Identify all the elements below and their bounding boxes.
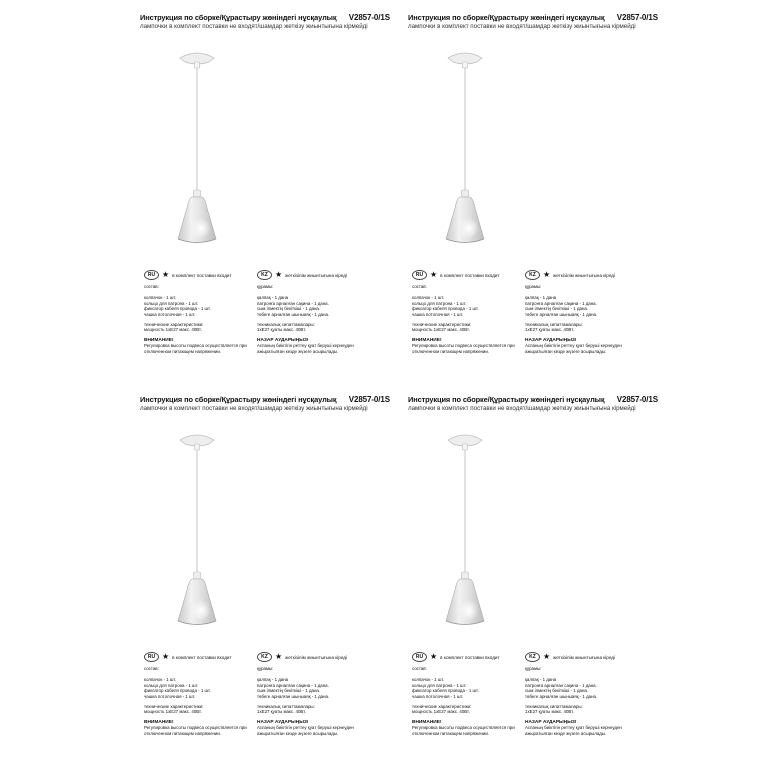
model-code: V2857-0/1S <box>348 13 390 22</box>
kz-tech-title: техникалық сипаттамалары: <box>525 322 583 328</box>
ru-tech-value: мощность 1хE27 макс. 40Вт. <box>412 709 470 715</box>
kz-badge: KZ <box>525 270 540 280</box>
kz-badge: KZ <box>257 270 272 280</box>
ru-part: фиксатор кабеля провода - 1 шт. <box>412 688 479 694</box>
kz-tech-value: 1хE27 қуаты макс. 40Вт. <box>257 327 306 333</box>
ru-part: чашка потолочная - 1 шт. <box>144 693 196 699</box>
kz-column <box>257 666 365 736</box>
ru-badge: RU <box>412 652 427 662</box>
kz-part: сым ілмектің бекіткіші - 1 дана. <box>525 306 589 312</box>
star-icon: ★ <box>543 652 551 661</box>
kz-warning-title: НАЗАР АУДАРЫҢЫЗ! <box>525 719 577 725</box>
star-icon: ★ <box>430 270 438 279</box>
ru-badge: RU <box>144 652 159 662</box>
ru-tech-value: мощность 1хE27 макс. 40Вт. <box>144 327 202 333</box>
title-text: Инструкция по сборке/Құрастыру жөніндегі нұсқаулық <box>408 13 605 22</box>
kz-tech-title: техникалық сипаттамалары: <box>257 704 315 710</box>
ru-part: фиксатор кабеля провода - 1 шт. <box>144 688 211 694</box>
title-text: Инструкция по сборке/Құрастыру жөніндегі нұсқаулық <box>408 395 605 404</box>
ru-part: кольцо для патрона - 1 шт. <box>412 682 467 688</box>
ru-header <box>144 269 232 281</box>
title-text: Инструкция по сборке/Құрастыру жөніндегі нұсқаулық <box>140 395 337 404</box>
kz-header <box>257 269 347 281</box>
star-icon: ★ <box>162 652 170 661</box>
ru-part: чашка потолочная - 1 шт. <box>412 311 464 317</box>
kz-tech-value: 1хE27 қуаты макс. 40Вт. <box>257 709 306 715</box>
ru-header-text: в комплект поставки входит <box>440 654 500 660</box>
kz-part: қалпақ - 1 дана <box>257 677 289 683</box>
instruction-title <box>408 395 658 404</box>
ru-warning-text: Регулировка высоты подвеса осуществляется при отключенном питающем напряжении. <box>412 343 515 354</box>
kz-part: төбеге арналған шыныаяқ - 1 дана. <box>525 311 598 317</box>
kz-tech-value: 1хE27 қуаты макс. 40Вт. <box>525 709 574 715</box>
kz-header <box>525 269 615 281</box>
ru-section-label: состав: <box>412 666 427 671</box>
ru-warning-title: ВНИМАНИЕ! <box>412 719 442 725</box>
ru-tech-value: мощность 1хE27 макс. 40Вт. <box>412 327 470 333</box>
kz-column <box>257 284 365 354</box>
star-icon: ★ <box>543 270 551 279</box>
star-icon: ★ <box>275 270 283 279</box>
model-code: V2857-0/1S <box>616 395 658 404</box>
ru-column <box>144 666 252 736</box>
kz-part: қалпақ - 1 дана <box>257 295 289 301</box>
kz-header <box>257 651 347 663</box>
kz-header-text: жеткізілім жиынтығына кіреді <box>553 654 616 660</box>
pendant-lamp-illustration <box>162 422 232 632</box>
instruction-panel-3 <box>140 392 390 752</box>
ru-tech-value: мощность 1хE27 макс. 40Вт. <box>144 709 202 715</box>
ru-header <box>144 651 232 663</box>
ru-part: чашка потолочная - 1 шт. <box>412 693 464 699</box>
kz-header-text: жеткізілім жиынтығына кіреді <box>285 272 348 278</box>
ru-part: кольцо для патрона - 1 шт. <box>144 682 199 688</box>
star-icon: ★ <box>275 652 283 661</box>
kz-header-text: жеткізілім жиынтығына кіреді <box>553 272 616 278</box>
ru-tech-title: технические характеристики: <box>412 322 472 328</box>
kz-header-text: жеткізілім жиынтығына кіреді <box>285 654 348 660</box>
kz-column <box>525 284 633 354</box>
ru-warning-text: Регулировка высоты подвеса осуществляется при отключенном питающем напряжении. <box>144 725 247 736</box>
kz-warning-text: Аспаның биіктігін реттеу қуат беруші кернеуден ажыратылған кезде жүзеге асырылады. <box>525 343 622 354</box>
bulbs-note: лампочки в комплект поставки не входят/шамдар жеткізу жиынтығына кірмейді <box>140 405 368 412</box>
instruction-title <box>140 395 390 404</box>
ru-badge: RU <box>412 270 427 280</box>
kz-warning-text: Аспаның биіктігін реттеу қуат беруші кернеуден ажыратылған кезде жүзеге асырылады. <box>257 343 354 354</box>
kz-part: патронға арналған сақина - 1 дана. <box>525 682 597 688</box>
ru-section-label: состав: <box>144 666 159 671</box>
ru-column <box>144 284 252 354</box>
kz-part: сым ілмектің бекіткіші - 1 дана. <box>525 688 589 694</box>
kz-warning-text: Аспаның биіктігін реттеу қуат беруші кернеуден ажыратылған кезде жүзеге асырылады. <box>257 725 354 736</box>
kz-part: патронға арналған сақина - 1 дана. <box>257 300 329 306</box>
kz-section-label: құрамы: <box>525 666 542 671</box>
kz-part: патронға арналған сақина - 1 дана. <box>257 682 329 688</box>
kz-section-label: құрамы: <box>257 666 274 671</box>
ru-part: кольцо для патрона - 1 шт. <box>144 300 199 306</box>
ru-tech-title: технические характеристики: <box>412 704 472 710</box>
ru-part: кольцо для патрона - 1 шт. <box>412 300 467 306</box>
ru-part: колпачок - 1 шт. <box>144 677 177 683</box>
instruction-panel-2 <box>408 10 658 370</box>
title-text: Инструкция по сборке/Құрастыру жөніндегі нұсқаулық <box>140 13 337 22</box>
ru-part: фиксатор кабеля провода - 1 шт. <box>144 306 211 312</box>
ru-section-label: состав: <box>144 284 159 289</box>
ru-badge: RU <box>144 270 159 280</box>
kz-part: сым ілмектің бекіткіші - 1 дана. <box>257 688 321 694</box>
ru-part: чашка потолочная - 1 шт. <box>144 311 196 317</box>
kz-warning-title: НАЗАР АУДАРЫҢЫЗ! <box>525 337 577 343</box>
model-code: V2857-0/1S <box>348 395 390 404</box>
instruction-title <box>140 13 390 22</box>
instruction-panel-4 <box>408 392 658 752</box>
kz-header <box>525 651 615 663</box>
pendant-lamp-illustration <box>430 40 500 250</box>
kz-part: төбеге арналған шыныаяқ - 1 дана. <box>257 693 330 699</box>
ru-header-text: в комплект поставки входит <box>440 272 500 278</box>
bulbs-note: лампочки в комплект поставки не входят/шамдар жеткізу жиынтығына кірмейді <box>140 23 368 30</box>
ru-warning-title: ВНИМАНИЕ! <box>144 337 174 343</box>
ru-part: колпачок - 1 шт. <box>144 295 177 301</box>
kz-tech-title: техникалық сипаттамалары: <box>257 322 315 328</box>
kz-part: қалпақ - 1 дана <box>525 295 557 301</box>
kz-part: төбеге арналған шыныаяқ - 1 дана. <box>257 311 330 317</box>
kz-tech-value: 1хE27 қуаты макс. 40Вт. <box>525 327 574 333</box>
kz-part: қалпақ - 1 дана <box>525 677 557 683</box>
kz-warning-title: НАЗАР АУДАРЫҢЫЗ! <box>257 337 309 343</box>
star-icon: ★ <box>430 652 438 661</box>
pendant-lamp-illustration <box>430 422 500 632</box>
ru-warning-title: ВНИМАНИЕ! <box>144 719 174 725</box>
model-code: V2857-0/1S <box>616 13 658 22</box>
kz-part: төбеге арналған шыныаяқ - 1 дана. <box>525 693 598 699</box>
ru-part: фиксатор кабеля провода - 1 шт. <box>412 306 479 312</box>
kz-warning-text: Аспаның биіктігін реттеу қуат беруші кернеуден ажыратылған кезде жүзеге асырылады. <box>525 725 622 736</box>
instruction-panel-1 <box>140 10 390 370</box>
ru-section-label: состав: <box>412 284 427 289</box>
ru-part: колпачок - 1 шт. <box>412 677 445 683</box>
kz-badge: KZ <box>525 652 540 662</box>
kz-part: сым ілмектің бекіткіші - 1 дана. <box>257 306 321 312</box>
bulbs-note: лампочки в комплект поставки не входят/шамдар жеткізу жиынтығына кірмейді <box>408 23 636 30</box>
ru-tech-title: технические характеристики: <box>144 704 204 710</box>
ru-tech-title: технические характеристики: <box>144 322 204 328</box>
ru-column <box>412 284 520 354</box>
kz-section-label: құрамы: <box>257 284 274 289</box>
kz-part: патронға арналған сақина - 1 дана. <box>525 300 597 306</box>
ru-header-text: в комплект поставки входит <box>172 272 232 278</box>
ru-warning-text: Регулировка высоты подвеса осуществляется при отключенном питающем напряжении. <box>144 343 247 354</box>
kz-badge: KZ <box>257 652 272 662</box>
ru-header <box>412 651 500 663</box>
ru-warning-title: ВНИМАНИЕ! <box>412 337 442 343</box>
bulbs-note: лампочки в комплект поставки не входят/шамдар жеткізу жиынтығына кірмейді <box>408 405 636 412</box>
ru-part: колпачок - 1 шт. <box>412 295 445 301</box>
pendant-lamp-illustration <box>162 40 232 250</box>
ru-warning-text: Регулировка высоты подвеса осуществляется при отключенном питающем напряжении. <box>412 725 515 736</box>
ru-column <box>412 666 520 736</box>
kz-tech-title: техникалық сипаттамалары: <box>525 704 583 710</box>
star-icon: ★ <box>162 270 170 279</box>
kz-warning-title: НАЗАР АУДАРЫҢЫЗ! <box>257 719 309 725</box>
kz-section-label: құрамы: <box>525 284 542 289</box>
kz-column <box>525 666 633 736</box>
ru-header <box>412 269 500 281</box>
ru-header-text: в комплект поставки входит <box>172 654 232 660</box>
instruction-title <box>408 13 658 22</box>
